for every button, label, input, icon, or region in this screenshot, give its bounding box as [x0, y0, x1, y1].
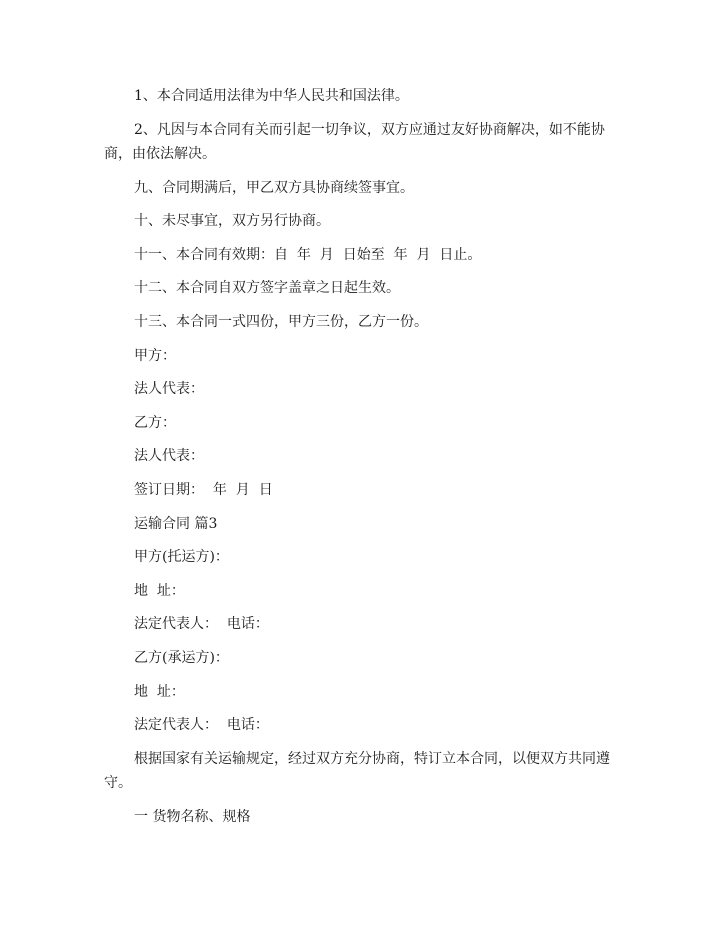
clause-applicable-law: 1、本合同适用法律为中华人民共和国法律。: [134, 88, 409, 104]
clause-thirteen-copies: 十三、本合同一式四份，甲方三份，乙方一份。: [134, 313, 428, 330]
carrier-label: 乙方(承运方)：: [134, 649, 229, 666]
clause-nine-renewal: 九、合同期满后，甲乙双方具协商续签事宜。: [134, 179, 414, 196]
clause-eleven-validity: 十一、本合同有效期：自 年 月 日始至 年 月 日止。: [134, 246, 482, 263]
goods-name-spec-heading: 一 货物名称、规格: [134, 808, 251, 825]
document-body: [104, 84, 624, 838]
party-b-legal-rep: 法人代表：: [134, 448, 204, 465]
signing-date: 签订日期： 年 月 日: [134, 481, 273, 498]
shipper-address: 地 址：: [134, 582, 185, 599]
shipper-rep-phone: 法定代表人： 电话：: [134, 616, 269, 633]
contract-preamble: 根据国家有关运输规定，经过双方充分协商，特订立本合同，以便双方共同遵守。: [104, 750, 610, 791]
party-b-label: 乙方：: [134, 414, 176, 431]
section-heading: 运输合同 篇3: [134, 515, 218, 532]
clause-ten-other-matters: 十、未尽事宜，双方另行协商。: [134, 213, 330, 230]
party-a-label: 甲方：: [134, 347, 176, 364]
clause-dispute-resolution: 2、凡因与本合同有关而引起一切争议，双方应通过友好协商解决，如不能协商，由依法解决。: [104, 121, 605, 162]
party-a-legal-rep: 法人代表：: [134, 381, 204, 398]
carrier-address: 地 址：: [134, 683, 185, 700]
carrier-rep-phone: 法定代表人： 电话：: [134, 717, 269, 734]
shipper-label: 甲方(托运方)：: [134, 549, 229, 566]
clause-twelve-effective: 十二、本合同自双方签字盖章之日起生效。: [134, 280, 400, 297]
